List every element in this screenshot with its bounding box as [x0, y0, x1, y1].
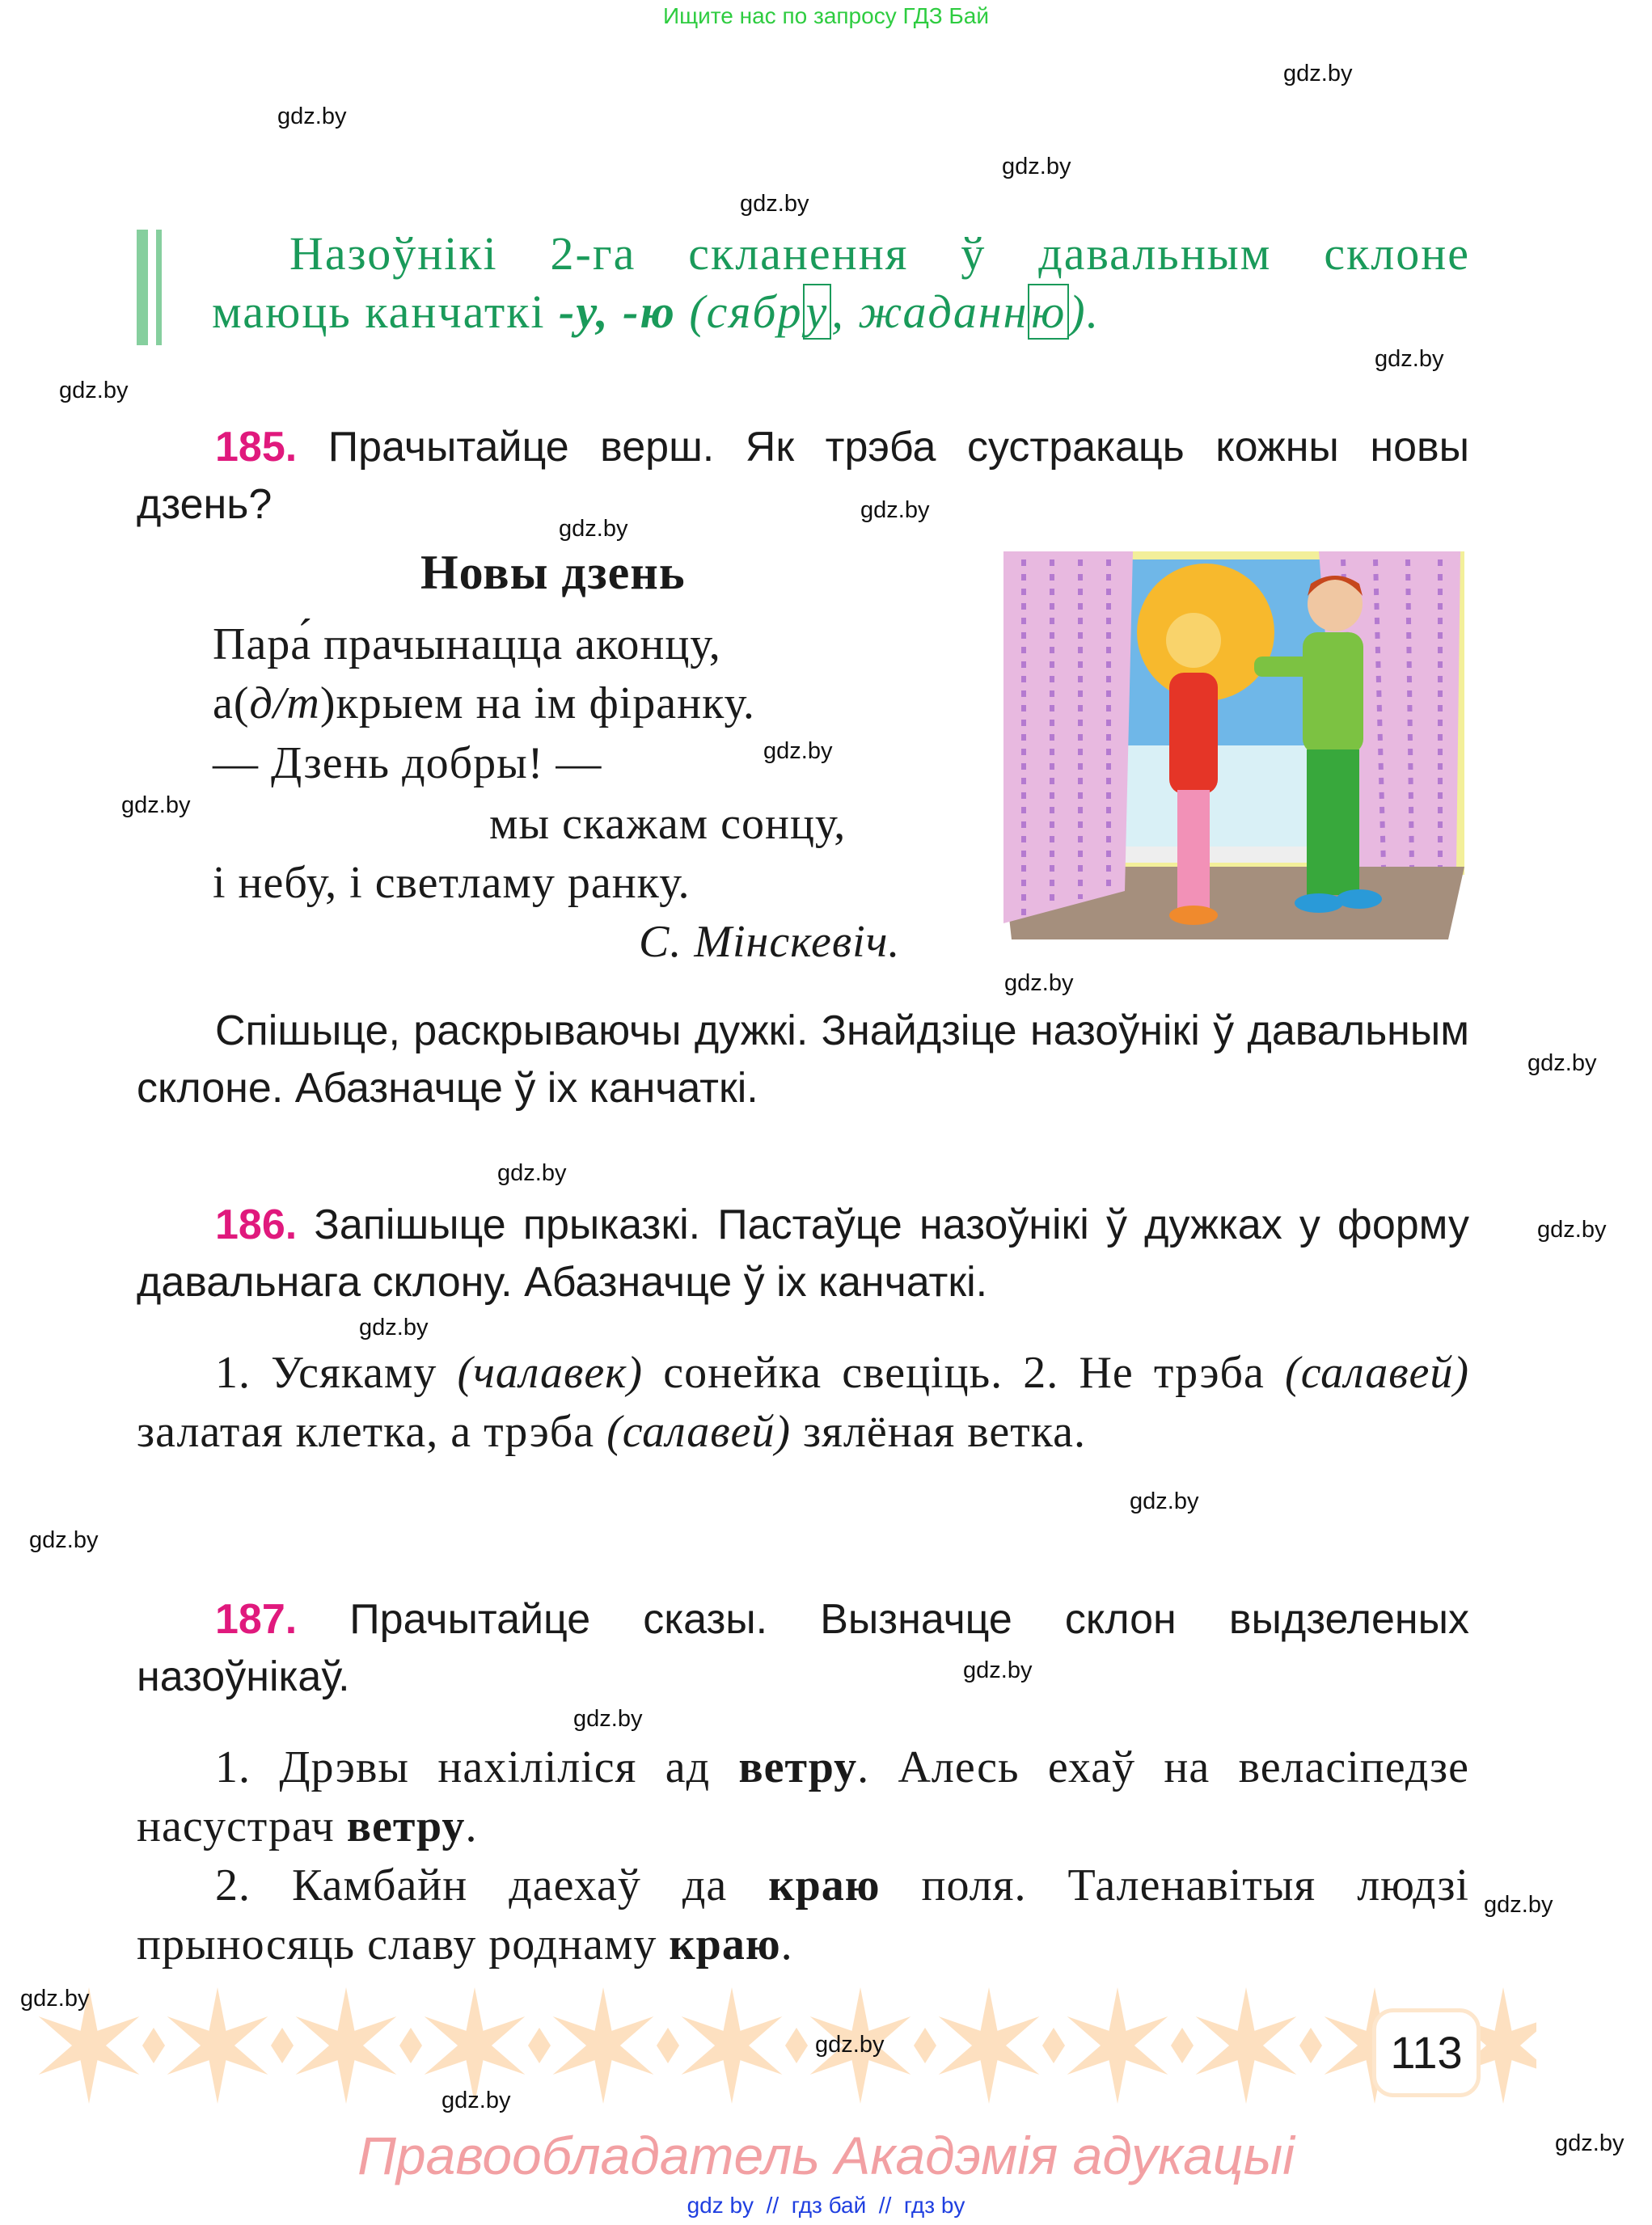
- exercise-187-sentence-2: [137, 1856, 1469, 1974]
- rule-line-1: Назоўнікі 2-га скланення ў давальным склоне: [289, 227, 1470, 280]
- illustration-children-window: [995, 543, 1472, 952]
- exercise-186-proverbs: [137, 1344, 1469, 1462]
- ending-box-1: у: [803, 284, 832, 340]
- watermark: gdz.by: [963, 1657, 1033, 1683]
- rule-example-mid: , жаданн: [831, 285, 1029, 338]
- watermark: gdz.by: [497, 1160, 567, 1186]
- rule-line-2: [212, 283, 1100, 341]
- text: .: [780, 1919, 793, 1970]
- rule-endings: -у, -ю: [559, 285, 676, 338]
- watermark: gdz.by: [763, 738, 833, 764]
- ornament-border: [0, 1985, 1536, 2106]
- poem-part: )крыем на ім фіранку.: [319, 678, 755, 728]
- prompt-text: Прачытайце верш. Як трэба сустракаць кожны новы дзень?: [137, 424, 1469, 528]
- poem-part: а(: [213, 678, 250, 728]
- watermark: gdz.by: [1527, 1050, 1597, 1076]
- watermark: gdz.by: [1002, 154, 1071, 179]
- watermark: gdz.by: [29, 1527, 99, 1553]
- prompt-text: Запішыце прыказкі. Пастаўце назоўнікі ў дужках у форму давальнага склону. Абазначце ў іх канчаткі.: [137, 1201, 1469, 1306]
- poem-line-2: [213, 678, 755, 729]
- exercise-number: 187.: [215, 1596, 298, 1643]
- snowflake-ornament-icon: [547, 1987, 679, 2104]
- watermark: gdz.by: [573, 1706, 643, 1732]
- highlighted-noun: ветру: [346, 1801, 466, 1851]
- highlighted-noun: ветру: [738, 1742, 858, 1792]
- snowflake-ornament-icon: [1190, 1987, 1322, 2104]
- ending-box-2: ю: [1028, 284, 1069, 340]
- exercise-number: 186.: [215, 1201, 298, 1248]
- page-number: 113: [1372, 2008, 1481, 2097]
- poem-line-1: Пара́ прачынацца аконцу,: [213, 619, 721, 669]
- exercise-186-prompt: [137, 1197, 1469, 1311]
- watermark: gdz.by: [815, 2032, 885, 2058]
- poem-author: С. Мінскевіч.: [639, 917, 901, 967]
- watermark: gdz.by: [1484, 1892, 1553, 1918]
- watermark: gdz.by: [442, 2088, 511, 2113]
- bracket-word: (салавей): [606, 1407, 792, 1457]
- text: сонейка свеціць. 2. Не трэба: [643, 1348, 1286, 1398]
- text: 1. Усякаму: [215, 1348, 458, 1398]
- snowflake-ornament-icon: [162, 1987, 294, 2104]
- watermark: gdz.by: [1537, 1217, 1607, 1243]
- snowflake-ornament-icon: [290, 1987, 422, 2104]
- bottom-links[interactable]: gdz by // гдз бай // гдз by: [687, 2193, 965, 2218]
- rule-example-open: (сябр: [675, 285, 803, 338]
- text: .: [465, 1801, 478, 1851]
- rule-text: маюць канчаткі: [212, 285, 560, 338]
- watermark: gdz.by: [59, 378, 129, 403]
- snowflake-ornament-icon: [419, 1987, 551, 2104]
- snowflake-ornament-icon: [1062, 1987, 1194, 2104]
- text: 2. Камбайн даехаў да: [215, 1860, 769, 1910]
- watermark: gdz.by: [20, 1986, 90, 2012]
- poem-choice: д/т: [249, 678, 320, 728]
- exercise-number: 185.: [215, 424, 298, 471]
- text: 1. Дрэвы нахіліліся ад: [215, 1742, 739, 1792]
- rule-bar-right: [156, 230, 162, 345]
- watermark: gdz.by: [1555, 2130, 1625, 2156]
- rule-example-close: ).: [1069, 285, 1101, 338]
- text: . Алесь ехаў на веласіпедзе насустрач: [137, 1742, 1470, 1851]
- bracket-word: (чалавек): [457, 1348, 644, 1398]
- watermark: gdz.by: [1283, 61, 1353, 87]
- exercise-185-task: Спішыце, раскрываючы дужкі. Знайдзіце назоўнікі ў давальным склоне. Абазначце ў іх канчаткі.: [137, 1007, 1469, 1112]
- poem-title: Новы дзень: [420, 546, 686, 599]
- search-hint-banner[interactable]: Ищите нас по запросу ГДЗ Бай: [662, 3, 990, 28]
- snowflake-ornament-icon: [933, 1987, 1065, 2104]
- watermark: gdz.by: [559, 516, 628, 542]
- copyright-notice: Правообладатель Акадэмія адукацыі: [357, 2126, 1295, 2185]
- text: зялёная ветка.: [791, 1407, 1086, 1457]
- watermark: gdz.by: [860, 497, 930, 523]
- exercise-187-sentences: [137, 1738, 1469, 1974]
- watermark: gdz.by: [1130, 1488, 1199, 1514]
- text: поля. Таленавітыя людзі прыносяць славу роднаму: [137, 1860, 1469, 1970]
- watermark: gdz.by: [740, 191, 809, 217]
- poem-line-4: мы скажам сонцу,: [489, 799, 847, 849]
- watermark: gdz.by: [121, 792, 191, 818]
- highlighted-noun: краю: [669, 1919, 781, 1970]
- watermark: gdz.by: [277, 103, 347, 129]
- prompt-text: Прачытайце сказы. Вызначце склон выдзеленых назоўнікаў.: [137, 1596, 1469, 1700]
- exercise-187-sentence-1: [137, 1738, 1469, 1856]
- poem-line-3: — Дзень добры! —: [213, 738, 602, 788]
- exercise-187-prompt: [137, 1591, 1469, 1706]
- exercise-185-prompt: [137, 419, 1469, 534]
- watermark: gdz.by: [359, 1315, 429, 1340]
- watermark: gdz.by: [1375, 346, 1444, 372]
- text: залатая клетка, а трэба: [137, 1407, 607, 1457]
- poem-line-5: і небу, і светламу ранку.: [213, 858, 691, 908]
- snowflake-ornament-icon: [676, 1987, 808, 2104]
- watermark: gdz.by: [1004, 970, 1074, 996]
- bracket-word: (салавей): [1285, 1348, 1470, 1398]
- highlighted-noun: краю: [768, 1860, 881, 1910]
- rule-bar-left: [137, 230, 148, 345]
